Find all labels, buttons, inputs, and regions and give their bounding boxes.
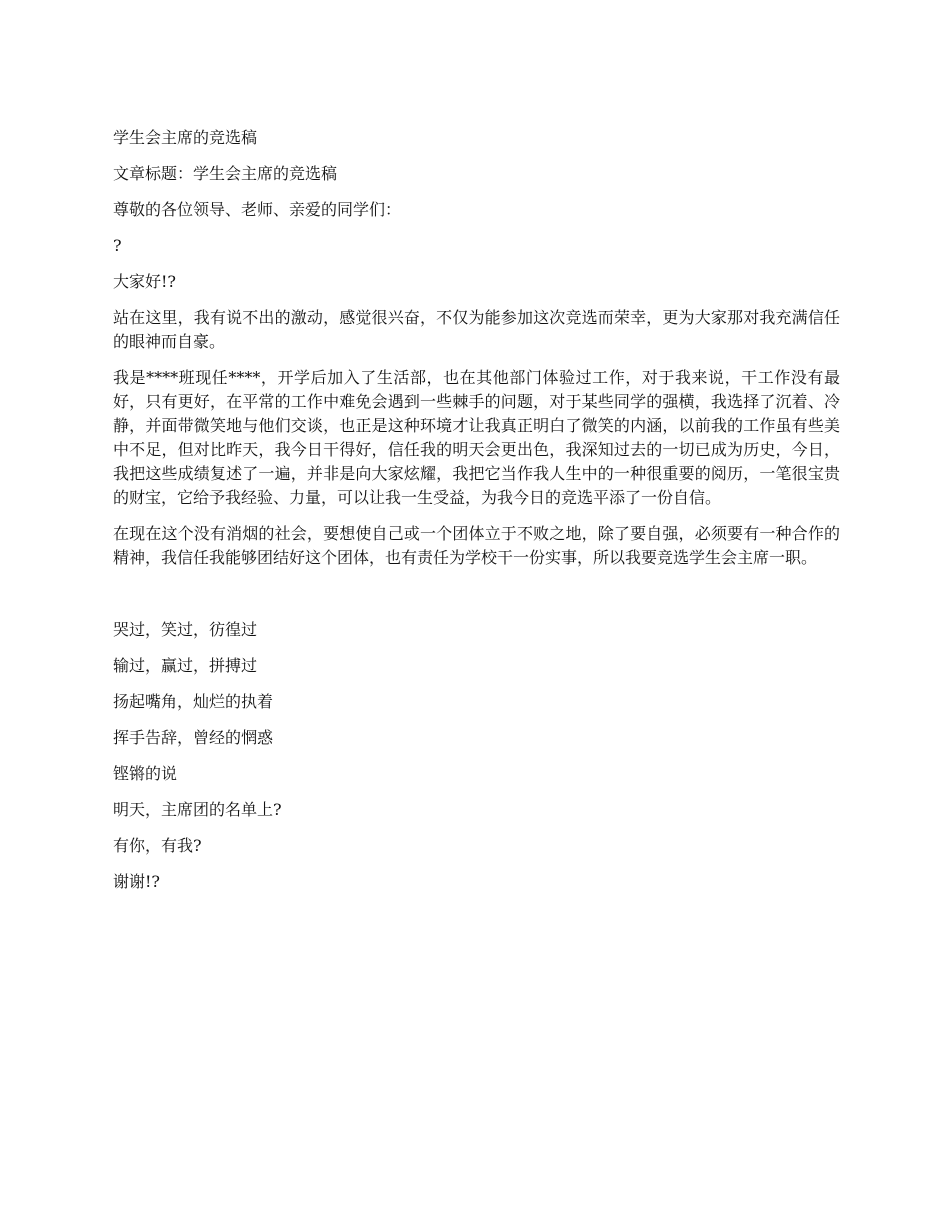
hello-line: 大家好!? [113, 272, 177, 291]
poem-line: 铿锵的说 [113, 764, 178, 783]
greeting-line: 尊敬的各位领导、老师、亲爱的同学们： [113, 200, 402, 219]
closing-thanks: 谢谢!? [113, 872, 161, 891]
section-gap [113, 582, 840, 618]
poem-line: 哭过，笑过，彷徨过 [113, 620, 258, 639]
article-title-line: 文章标题：学生会主席的竞选稿 [113, 164, 338, 183]
body-paragraph-3: 在现在这个没有消烟的社会，要想使自己或一个团体立于不败之地，除了要自强，必须要有一种合作的精神，我信任我能够团结好这个团体，也有责任为学校干一份实事，所以我要竞选学生会主席一职。 [113, 524, 840, 567]
poem-line: 扬起嘴角，灿烂的执着 [113, 692, 274, 711]
poem-line: 有你，有我? [113, 836, 202, 855]
poem-line: 输过，赢过，拼搏过 [113, 656, 258, 675]
poem-line: 明天，主席团的名单上? [113, 800, 282, 819]
question-mark-line: ? [113, 236, 122, 255]
body-paragraph-2: 我是****班现任****，开学后加入了生活部，也在其他部门体验过工作，对于我来说，干工作没有最好，只有更好，在平常的工作中难免会遇到一些棘手的问题，对于某些同学的强横，我选择了沉着、冷静，并面带微笑地与他们交谈，也正是这种环境才让我真正明白了微笑的内涵，以前我的工作虽有些美中不足，但对比昨天，我今日干得好，信任我的明天会更出色，我深知过去的一切已成为历史，今日，我把这些成绩复述了一遍，并非是向大家炫耀，我把它当作我人生中的一种很重要的阅历，一笔很宝贵的财宝，它给予我经验、力量，可以让我一生受益，为我今日的竞选平添了一份自信。 [113, 368, 840, 507]
document-page [113, 126, 840, 906]
body-paragraph-1: 站在这里，我有说不出的激动，感觉很兴奋，不仅为能参加这次竞选而荣幸，更为大家那对我充满信任的眼神而自豪。 [113, 308, 840, 351]
document-heading: 学生会主席的竞选稿 [113, 128, 258, 147]
poem-line: 挥手告辞，曾经的惘惑 [113, 728, 274, 747]
